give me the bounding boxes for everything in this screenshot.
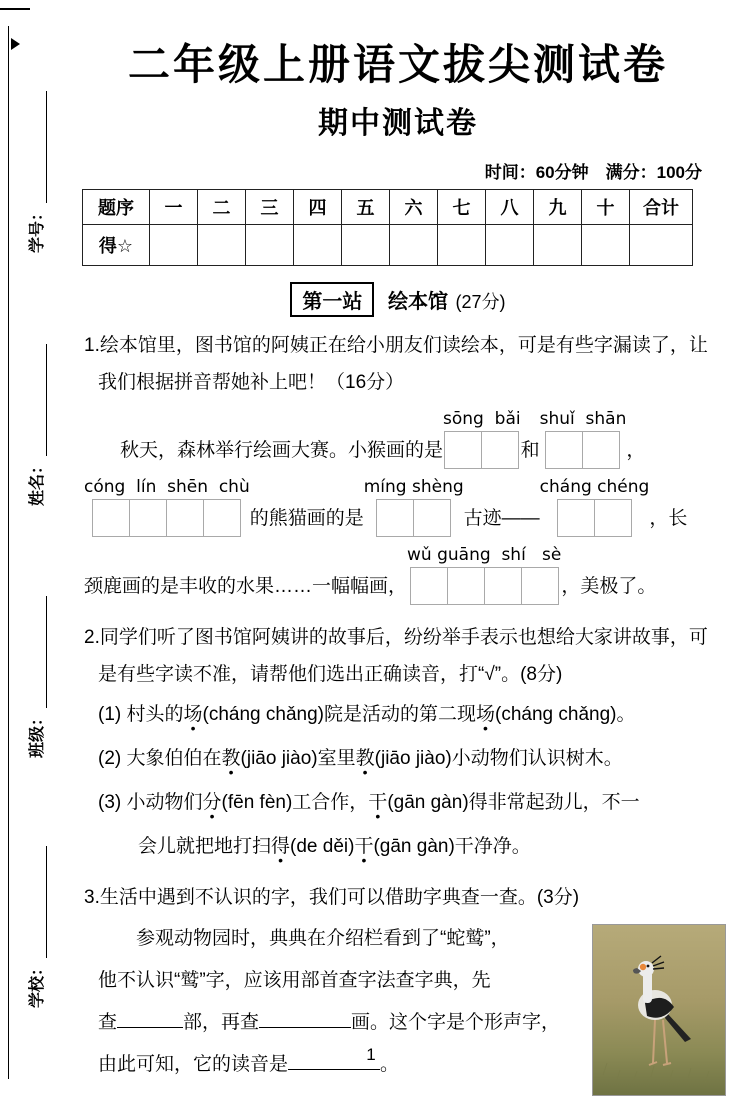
- answer-box: [521, 567, 559, 605]
- sidebar-field-student-number: [23, 82, 47, 262]
- q1-line3-text-b: ，美极了。: [561, 576, 657, 597]
- score-header-cell: 合计: [630, 190, 693, 225]
- pinyin-box-group-mingsheng: míng shèng: [364, 477, 464, 537]
- score-cell: [150, 225, 198, 266]
- pinyin-box-group-conglinshenchu: cóng lín shēn chù: [84, 477, 250, 537]
- score-cell: [630, 225, 693, 266]
- q1-line1-text-c: ，: [626, 440, 646, 461]
- answer-box: [203, 499, 241, 537]
- answer-box: [166, 499, 204, 537]
- name-label: 姓名：: [29, 458, 46, 507]
- student-number-write-line: [31, 91, 47, 203]
- q1-fill-line-2: [84, 477, 732, 537]
- score-header-cell: 七: [438, 190, 486, 225]
- sidebar-field-class: [23, 587, 47, 767]
- q3-line-4: 由此可知，它的读音是 。: [98, 1044, 580, 1086]
- q1-intro-line2: 我们根据拼音帮她补上吧！（16分）: [98, 372, 405, 393]
- answer-box: [376, 499, 414, 537]
- sidebar-field-name: [23, 335, 47, 515]
- q1-fill-line-1: [120, 409, 732, 469]
- q2-item-3-line2: 会儿就把地打扫得(de děi)干(gān gàn)干净净。: [138, 836, 531, 857]
- time-score-meta: 时间：60分钟 满分：100分: [484, 163, 702, 182]
- class-write-line: [31, 596, 47, 708]
- score-row-label: 得☆: [83, 225, 150, 266]
- page-number: 1: [366, 1045, 376, 1064]
- station-name: 绘本馆: [387, 291, 448, 313]
- answer-box: [129, 499, 167, 537]
- pinyin-box-group-shuishan: shuǐ shān: [540, 409, 627, 469]
- q1-line2-text-a: 的熊猫画的是: [249, 508, 364, 529]
- answer-box: [481, 431, 519, 469]
- score-header-cell: 十: [582, 190, 630, 225]
- pinyin-box-group-wuguangshise: wǔ guāng shí sè: [407, 545, 561, 605]
- school-write-line: [31, 846, 47, 958]
- q1-fill-line-3: [84, 545, 732, 605]
- score-header-cell: 四: [294, 190, 342, 225]
- score-header-cell: 二: [198, 190, 246, 225]
- score-cell: [534, 225, 582, 266]
- paper-main: [64, 0, 732, 1086]
- pinyin-box-group-songbai: sōng bǎi: [443, 409, 521, 469]
- q1-line1-text-b: 和: [520, 440, 540, 461]
- q1-line1-text-a: 秋天，森林举行绘画大赛。小猴画的是: [120, 440, 444, 461]
- score-cell: [294, 225, 342, 266]
- answer-box: [545, 431, 583, 469]
- class-label: 班级：: [29, 710, 46, 759]
- binding-sidebar: [8, 0, 62, 1079]
- answer-box: [444, 431, 482, 469]
- q1-intro-line1: 1.绘本馆里，图书馆的阿姨正在给小朋友们读绘本，可是有些字漏读了，让: [84, 335, 708, 356]
- sidebar-field-school: [23, 837, 47, 1017]
- answer-box: [582, 431, 620, 469]
- q2-item-3-line1: (3) 小动物们分(fēn fèn)工合作，干(gān gàn)得非常起劲儿，不一: [98, 792, 640, 813]
- q3-intro: 3.生活中遇到不认识的字，我们可以借助字典查一查。(3分): [84, 887, 580, 908]
- score-table: [82, 189, 693, 266]
- score-cell: [486, 225, 534, 266]
- score-table-score-row: [83, 225, 693, 266]
- answer-box: [594, 499, 632, 537]
- score-cell: [390, 225, 438, 266]
- score-table-header-row: [83, 190, 693, 225]
- q3-line-1: 参观动物园时，典典在介绍栏看到了“蛇鹫”，: [136, 928, 510, 949]
- secretary-bird-photo: [592, 924, 726, 1096]
- q1-line2-text-b: 古迹——: [463, 508, 540, 529]
- score-cell: [198, 225, 246, 266]
- q2-intro-line2: 是有些字读不准，请帮他们选出正确读音，打“√”。(8分): [98, 664, 563, 685]
- student-number-label: 学号：: [29, 205, 46, 254]
- score-header-cell: 九: [534, 190, 582, 225]
- paper-subtitle: 期中测试卷: [318, 107, 478, 140]
- answer-box: [413, 499, 451, 537]
- score-header-cell: 五: [342, 190, 390, 225]
- answer-box: [447, 567, 485, 605]
- q3-line-3: 查 部，再查 画。这个字是个形声字，: [98, 1002, 580, 1044]
- answer-box: [92, 499, 130, 537]
- score-header-cell: 八: [486, 190, 534, 225]
- score-header-cell: 三: [246, 190, 294, 225]
- q2-item-2: (2) 大象伯伯在教(jiāo jiào)室里教(jiāo jiào)小动物们认识树木。: [98, 748, 623, 769]
- name-write-line: [31, 344, 47, 456]
- score-cell: [582, 225, 630, 266]
- score-cell: [342, 225, 390, 266]
- answer-box: [484, 567, 522, 605]
- score-header-cell: 题序: [83, 190, 150, 225]
- station-title-box: 第一站: [290, 282, 374, 317]
- q3-line-2: 他不认识“鹫”字，应该用部首查字法查字典，先: [98, 970, 491, 991]
- station-points: (27分): [455, 292, 506, 312]
- q2-item-1: (1) 村头的场(cháng chǎng)院是活动的第二现场(cháng chǎng)。: [98, 704, 636, 725]
- school-label: 学校：: [29, 960, 46, 1009]
- pinyin-box-group-changcheng: cháng chéng: [540, 477, 650, 537]
- q1-line2-text-c: ，长: [649, 508, 688, 529]
- score-header-cell: 一: [150, 190, 198, 225]
- section-banner: [64, 282, 732, 317]
- answer-box: [410, 567, 448, 605]
- score-header-cell: 六: [390, 190, 438, 225]
- answer-box: [557, 499, 595, 537]
- q1-line3-text-a: 颈鹿画的是丰收的水果……一幅幅画，: [84, 576, 408, 597]
- score-cell: [438, 225, 486, 266]
- q2-intro-line1: 2.同学们听了图书馆阿姨讲的故事后，纷纷举手表示也想给大家讲故事，可: [84, 627, 708, 648]
- score-cell: [246, 225, 294, 266]
- paper-title: 二年级上册语文拔尖测试卷: [127, 41, 668, 88]
